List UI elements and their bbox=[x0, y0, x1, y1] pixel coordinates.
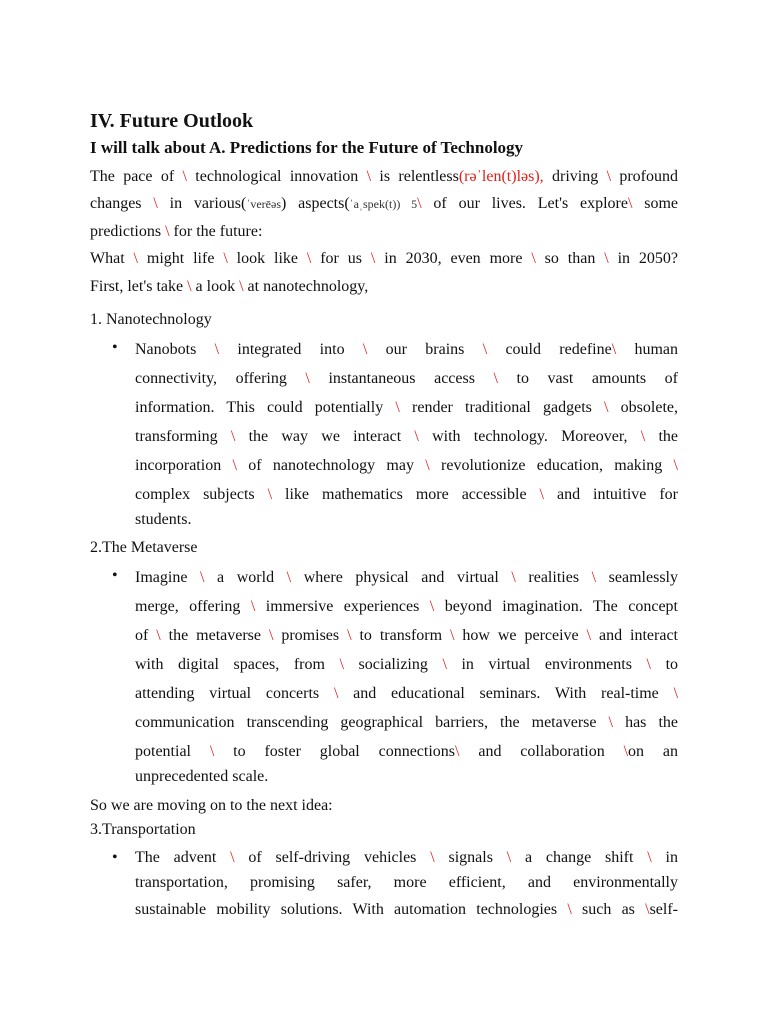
nano-line-2: connectivity, offering \ instantaneous access \ to vast amounts of bbox=[135, 370, 679, 387]
trans-line-1: The advent \ of self-driving vehicles \ signals \ a change shift \ in bbox=[135, 849, 678, 866]
intro-line-3: predictions \ for the future: bbox=[90, 223, 263, 240]
slash-mark: \ bbox=[455, 743, 460, 760]
slash-mark: \ bbox=[250, 598, 256, 615]
meta-line-1: Imagine \ a world \ where physical and virtual \ realities \ seamlessly bbox=[135, 569, 679, 586]
slash-mark: \ bbox=[366, 168, 372, 185]
slash-mark: \ bbox=[362, 341, 368, 358]
nano-line-7: students. bbox=[135, 511, 192, 528]
meta-line-4: with digital spaces, from \ socializing \ in virtual environments \ to bbox=[135, 656, 679, 673]
slash-mark: \ bbox=[606, 168, 612, 185]
slash-mark: \ bbox=[673, 457, 678, 474]
slash-mark: \ bbox=[339, 656, 344, 673]
slash-mark: \ bbox=[493, 370, 498, 387]
slash-mark: \ bbox=[187, 278, 192, 295]
meta-line-7: potential \ to foster global connections\ and collaboration \on an bbox=[135, 743, 678, 760]
phonetic-relentless: (rəˈlen(t)ləs), bbox=[458, 168, 544, 185]
slash-mark: \ bbox=[200, 569, 205, 586]
meta-line-3: of \ the metaverse \ promises \ to transform \ how we perceive \ and interact bbox=[135, 627, 678, 644]
slash-mark: \ bbox=[267, 486, 273, 503]
slash-mark: \ bbox=[417, 195, 422, 212]
slash-mark: \ bbox=[604, 250, 609, 267]
meta-line-6: communication transcending geographical barriers, the metaverse \ has the bbox=[135, 714, 678, 731]
slash-mark: \ bbox=[425, 457, 430, 474]
intro-line-2: changes \ in various(ˈverēəs) aspects(ˈaˌspek(t)) 5\ of our lives. Let's explore\ some bbox=[90, 195, 679, 212]
slash-mark: \ bbox=[591, 569, 597, 586]
meta-line-2: merge, offering \ immersive experiences \ beyond imagination. The concept bbox=[135, 598, 678, 615]
intro-paragraph bbox=[90, 164, 678, 301]
nano-line-1: Nanobots \ integrated into \ our brains \ could redefine\ human bbox=[135, 341, 679, 358]
slash-mark: \ bbox=[429, 598, 435, 615]
slash-mark: \ bbox=[673, 685, 679, 702]
trans-line-2: transportation, promising safer, more efficient, and environmentally bbox=[135, 874, 678, 891]
meta-line-8: unprecedented scale. bbox=[135, 768, 269, 785]
transportation-paragraph bbox=[135, 845, 678, 924]
section-heading: IV. Future Outlook bbox=[90, 110, 254, 132]
slash-mark: \ bbox=[268, 627, 274, 644]
slash-mark: \ bbox=[531, 250, 536, 267]
nano-line-6: complex subjects \ like mathematics more accessible \ and intuitive for bbox=[135, 486, 679, 503]
intro-line-5: First, let's take \ a look \ at nanotechnology, bbox=[90, 278, 369, 295]
slash-mark: \ bbox=[430, 849, 435, 866]
slash-mark: \ bbox=[506, 849, 512, 866]
meta-line-5: attending virtual concerts \ and educational seminars. With real-time \ bbox=[135, 685, 679, 702]
slash-mark: \ bbox=[305, 370, 310, 387]
metaverse-paragraph bbox=[135, 563, 678, 788]
slash-mark: \ bbox=[442, 656, 447, 673]
slash-mark: \ bbox=[511, 569, 516, 586]
slash-mark: \ bbox=[482, 341, 488, 358]
slash-mark: \ bbox=[623, 743, 629, 760]
nano-line-3: information. This could potentially \ render traditional gadgets \ obsolete, bbox=[135, 399, 678, 416]
slash-mark: \ bbox=[567, 901, 572, 918]
phonetic-various: ˈverēəs bbox=[246, 197, 281, 211]
slash-mark: \ bbox=[286, 569, 292, 586]
slash-mark: \ bbox=[230, 428, 236, 445]
bullet-dot: • bbox=[112, 849, 118, 866]
slash-mark: \ bbox=[306, 250, 312, 267]
slash-mark: \ bbox=[608, 714, 613, 731]
slash-mark: \ bbox=[214, 341, 220, 358]
trans-line-3: sustainable mobility solutions. With automation technologies \ such as \self- bbox=[135, 901, 678, 918]
section-title-transportation: 3.Transportation bbox=[90, 821, 196, 838]
slash-mark: \ bbox=[539, 486, 544, 503]
slash-mark: \ bbox=[182, 168, 187, 185]
section-title-nanotechnology: 1. Nanotechnology bbox=[90, 311, 212, 328]
slash-mark: \ bbox=[223, 250, 228, 267]
slash-mark: \ bbox=[646, 656, 651, 673]
slash-mark: \ bbox=[232, 457, 237, 474]
bullet-dot: • bbox=[112, 567, 118, 584]
section-title-metaverse: 2.The Metaverse bbox=[90, 539, 198, 556]
slash-mark: \ bbox=[153, 195, 158, 212]
slash-mark: \ bbox=[209, 743, 215, 760]
nano-line-5: incorporation \ of nanotechnology may \ revolutionize education, making \ bbox=[135, 457, 678, 474]
slash-mark: \ bbox=[627, 195, 633, 212]
transition-text: So we are moving on to the next idea: bbox=[90, 797, 333, 814]
slash-mark: \ bbox=[133, 250, 138, 267]
slash-mark: \ bbox=[395, 399, 400, 416]
slash-mark: \ bbox=[230, 849, 235, 866]
slash-mark: \ bbox=[239, 278, 244, 295]
intro-line-1: The pace of \ technological innovation \ is relentless(rəˈlen(t)ləs), driving \ profound bbox=[90, 168, 679, 185]
subheading: I will talk about A. Predictions for the Future of Technology bbox=[90, 138, 524, 157]
slash-mark: \ bbox=[165, 223, 170, 240]
slash-mark: \ bbox=[347, 627, 352, 644]
slash-mark: \ bbox=[604, 399, 609, 416]
slash-mark: \ bbox=[449, 627, 455, 644]
intro-line-4: What \ might life \ look like \ for us \ in 2030, even more \ so than \ in 2050? bbox=[90, 250, 679, 267]
slash-mark: \ bbox=[333, 685, 339, 702]
phonetic-aspects: ˈaˌspek(t)) bbox=[349, 197, 401, 211]
bullet-dot: • bbox=[112, 339, 118, 356]
slash-mark: \ bbox=[645, 901, 650, 918]
slash-mark: \ bbox=[370, 250, 376, 267]
slash-mark: \ bbox=[647, 849, 652, 866]
nanotech-paragraph bbox=[135, 335, 678, 531]
slash-mark: \ bbox=[156, 627, 161, 644]
slash-mark: \ bbox=[414, 428, 419, 445]
slash-mark: \ bbox=[586, 627, 592, 644]
slash-mark: \ bbox=[640, 428, 646, 445]
nano-line-4: transforming \ the way we interact \ with technology. Moreover, \ the bbox=[135, 428, 679, 445]
slash-mark: \ bbox=[611, 341, 617, 358]
